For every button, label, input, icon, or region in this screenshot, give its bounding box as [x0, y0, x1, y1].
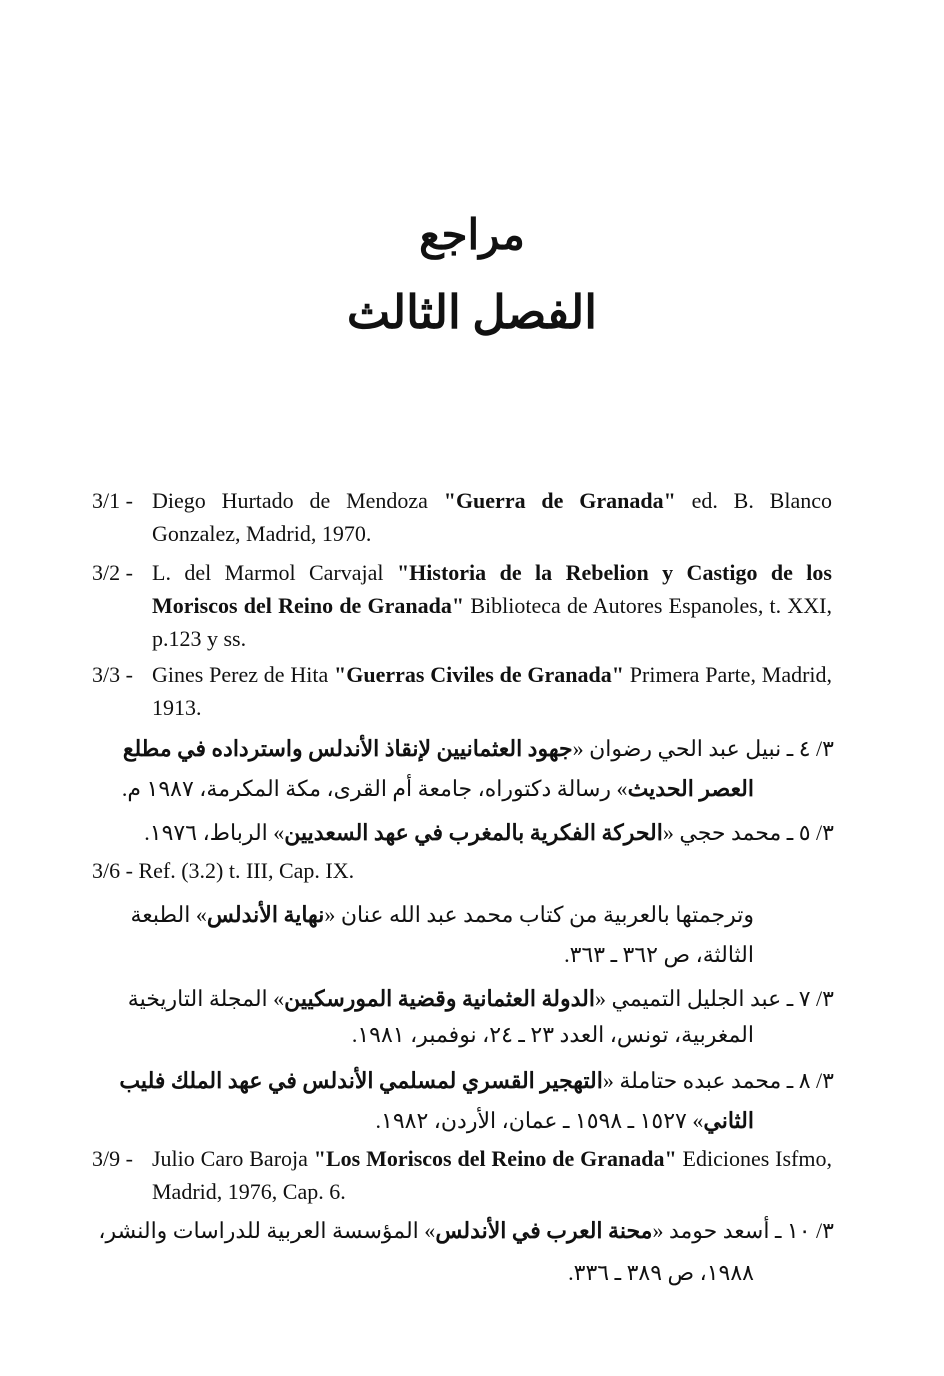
reference-title: العصر الحديث: [627, 776, 754, 801]
reference-3-8-line-1: ٣/ ٨ ـ محمد عبده حتاملة «التهجير القسري لمسلمي الأندلس في عهد الملك فليب: [119, 1068, 834, 1093]
reference-3-10-line-1: ٣/ ١٠ ـ أسعد حومد «محنة العرب في الأندلس» المؤسسة العربية للدراسات والنشر،: [98, 1218, 834, 1243]
reference-title: الحركة الفكرية بالمغرب في عهد السعديين: [284, 820, 663, 845]
reference-text: 3/6 - Ref. (3.2) t. III, Cap. IX.: [92, 858, 355, 883]
reference-title: الثاني: [703, 1108, 754, 1133]
reference-3-10-line-2: ١٩٨٨، ص ٣٨٩ ـ ٣٣٦.: [568, 1260, 754, 1285]
reference-text: Gines Perez de Hita "Guerras Civiles de Granada" Primera Parte, Madrid, 1913.: [152, 662, 833, 720]
reference-3-2: [92, 556, 832, 655]
reference-3-7-line-1: ٣/ ٧ ـ عبد الجليل التميمي «الدولة العثمانية وقضية المورسكيين» المجلة التاريخية: [127, 986, 834, 1011]
reference-title: جهود العثمانيين لإنقاذ الأندلس واسترداده في مطلع: [122, 736, 573, 761]
reference-title: "Guerra de Granada": [443, 488, 676, 513]
reference-text: Julio Caro Baroja "Los Moriscos del Reino de Granada" Ediciones Isfmo, Madrid, 1976, Cap. 6.: [152, 1146, 832, 1204]
reference-3-6: [92, 854, 832, 887]
reference-3-1: [92, 484, 832, 550]
reference-text: L. del Marmol Carvajal "Historia de la Rebelion y Castigo de los Moriscos del Reino de Granada" Biblioteca de Autores Espanoles, t. XXI, p.123 y ss.: [152, 560, 832, 651]
reference-3-5: ٣/ ٥ ـ محمد حجي «الحركة الفكرية بالمغرب في عهد السعديين» الرباط، ١٩٧٦.: [144, 820, 834, 845]
reference-title: "Historia de la Rebelion y Castigo de los Moriscos del Reino de Granada": [152, 560, 832, 618]
reference-3-9: [92, 1142, 832, 1208]
reference-3-4-line-2: العصر الحديث» رسالة دكتوراه، جامعة أم القرى، مكة المكرمة، ١٩٨٧ م.: [121, 776, 754, 801]
chapter-subtitle: الفصل الثالث: [346, 287, 598, 338]
reference-title: محنة العرب في الأندلس: [435, 1218, 653, 1243]
page-title: مراجع: [419, 213, 525, 259]
reference-3-7-line-2: المغربية، تونس، العدد ٢٣ ـ ٢٤، نوفمبر، ١٩٨١.: [351, 1022, 754, 1047]
reference-text: Diego Hurtado de Mendoza "Guerra de Granada" ed. B. Blanco Gonzalez, Madrid, 1970.: [152, 488, 832, 546]
reference-title: "Guerras Civiles de Granada": [334, 662, 624, 687]
reference-number: 3/1 -: [92, 488, 133, 513]
reference-number: 3/9 -: [92, 1146, 133, 1171]
reference-number: 3/3 -: [92, 662, 133, 687]
reference-3-8-line-2: الثاني» ١٥٢٧ ـ ١٥٩٨ ـ عمان، الأردن، ١٩٨٢.: [375, 1108, 754, 1133]
reference-3-6-arabic-line-1: وترجمتها بالعربية من كتاب محمد عبد الله عنان «نهاية الأندلس» الطبعة: [130, 902, 754, 927]
reference-3-3: [92, 658, 832, 724]
reference-title: نهاية الأندلس: [206, 902, 325, 927]
reference-title: "Los Moriscos del Reino de Granada": [313, 1146, 677, 1171]
reference-title: الدولة العثمانية وقضية المورسكيين: [284, 986, 595, 1011]
reference-3-4-line-1: ٣/ ٤ ـ نبيل عبد الحي رضوان «جهود العثمانيين لإنقاذ الأندلس واسترداده في مطلع: [122, 736, 834, 761]
reference-title: التهجير القسري لمسلمي الأندلس في عهد الملك فليب: [119, 1068, 603, 1093]
reference-3-6-arabic-line-2: الثالثة، ص ٣٦٢ ـ ٣٦٣.: [564, 942, 754, 967]
reference-number: 3/2 -: [92, 560, 133, 585]
